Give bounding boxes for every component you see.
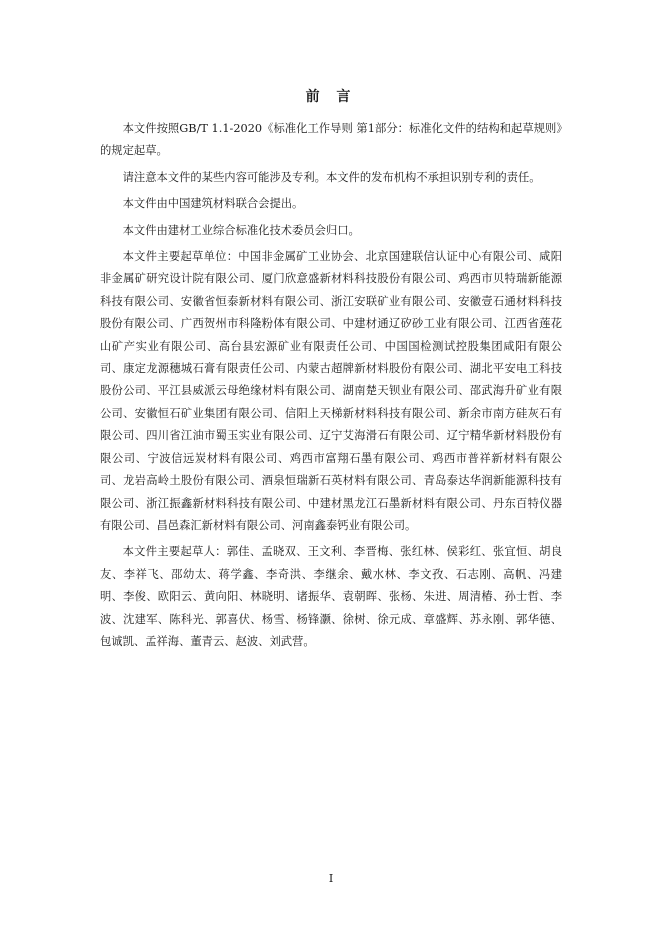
paragraph-proposed-by: 本文件由中国建筑材料联合会提出。 <box>122 197 304 211</box>
document-body <box>100 118 562 657</box>
paragraph-drafting-units: 本文件主要起草单位：中国非金属矿工业协会、北京国建联信认证中心有限公司、咸阳非金属矿研究设计院有限公司、厦门欣意盛新材料科技股份有限公司、鸡西市贝特瑞新能源科技有限公司、安徽省恒泰新材料有限公司、浙江安联矿业有限公司、安徽壹石通材料科技股份有限公司、广西贺州市科隆粉体有限公司、中建材通辽矽砂工业有限公司、江西省莲花山矿产实业有限公司、高台县宏源矿业有限责任公司、中国国检测试控股集团咸阳有限公司、康定龙源穗城石膏有限责任公司、内蒙古超牌新材料股份有限公司、湖北平安电工科技股份公司、平江县威派云母绝缘材料有限公司、湖南楚天钡业有限公司、邵武海升矿业有限公司、安徽恒石矿业集团有限公司、信阳上天梯新材料科技有限公司、新余市南方硅灰石有限公司、四川省江油市蜀玉实业有限公司、辽宁艾海滑石有限公司、辽宁精华新材料股份有限公司、宁波信远炭材料有限公司、鸡西市富翔石墨有限公司、鸡西市普祥新材料有限公司、龙岩高岭土股份有限公司、酒泉恒瑞新石英材料有限公司、青岛泰达华润新能源科技有限公司、浙江振鑫新材料科技有限公司、中建材黑龙江石墨新材料有限公司、丹东百特仪器有限公司、昌邑森汇新材料有限公司、河南鑫泰钙业有限公司。 <box>100 250 562 532</box>
page-number: I <box>328 872 334 885</box>
paragraph-drafters: 本文件主要起草人：郭佳、孟晓双、王文利、李晋梅、张红林、侯彩红、张宜恒、胡良友、李祥飞、邵幼太、蒋学鑫、李奇洪、李继余、戴水林、李文孜、石志刚、高帆、冯建明、李俊、欧阳云、黄向阳、林晓明、诸振华、袁朝晖、张杨、朱进、周清椿、孙士哲、李波、沈建军、陈科光、郭喜伏、杨雪、杨锋灏、徐树、徐元成、章盛辉、苏永刚、郭华德、包诚凯、孟祥海、董青云、赵波、刘武营。 <box>100 545 562 648</box>
paragraph-drafting-rules: 本文件按照GB/T 1.1-2020《标准化工作导则 第1部分：标准化文件的结构和起草规则》的规定起草。 <box>100 122 562 158</box>
paragraph-centralized-by: 本文件由建材工业综合标准化技术委员会归口。 <box>122 223 360 237</box>
page-title: 前 言 <box>305 89 357 105</box>
paragraph-patent-notice: 请注意本文件的某些内容可能涉及专利。本文件的发布机构不承担识别专利的责任。 <box>122 170 541 184</box>
